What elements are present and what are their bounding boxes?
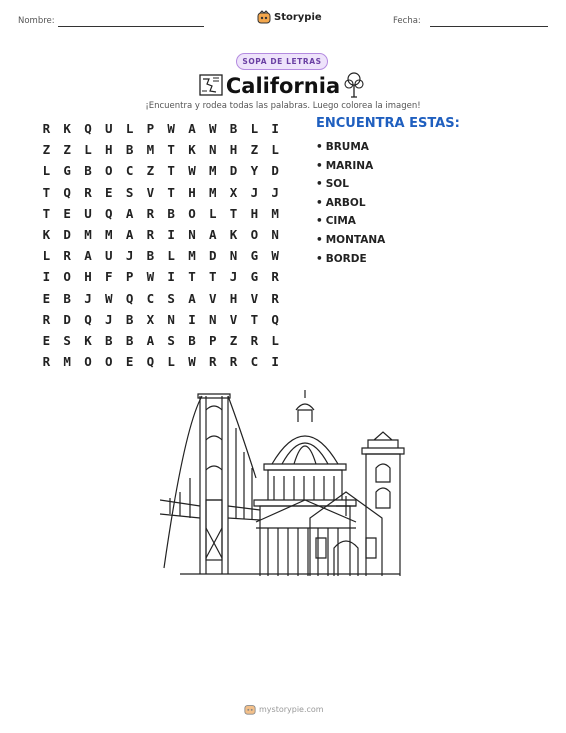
grid-letter[interactable]: H [229,290,238,306]
grid-letter[interactable]: O [63,269,71,285]
grid-letter[interactable]: M [63,354,71,370]
grid-letter[interactable]: L [42,248,51,264]
grid-row [36,351,286,372]
grid-letter[interactable]: O [250,227,259,243]
grid-letter[interactable]: T [209,269,217,285]
grid-letter[interactable]: R [271,290,279,306]
grid-row [36,139,286,160]
grid-letter[interactable]: N [209,142,217,158]
grid-letter[interactable]: M [271,205,279,221]
grid-letter[interactable]: W [146,269,155,285]
grid-letter[interactable]: J [105,311,113,327]
grid-letter[interactable]: L [250,121,259,137]
grid-letter[interactable]: Q [63,184,71,200]
grid-letter[interactable]: E [42,332,51,348]
grid-letter[interactable]: B [229,121,238,137]
bullet: • [316,252,323,265]
grid-letter[interactable]: B [125,142,134,158]
word-list-item [316,231,385,250]
grid-letter[interactable]: J [84,290,92,306]
word-search-grid[interactable] [36,118,286,372]
grid-letter[interactable]: B [125,311,134,327]
grid-letter[interactable]: R [271,269,279,285]
grid-letter[interactable]: B [105,332,113,348]
word-list-item [316,138,385,157]
grid-letter[interactable]: J [250,184,259,200]
word-list-item [316,212,385,231]
grid-letter[interactable]: P [125,269,134,285]
grid-letter[interactable]: A [125,227,134,243]
grid-letter[interactable]: H [229,142,238,158]
grid-letter[interactable]: Q [105,205,113,221]
grid-letter[interactable]: T [229,205,238,221]
grid-letter[interactable]: Z [42,142,51,158]
grid-letter[interactable]: I [271,354,279,370]
word-list-item [316,194,385,213]
brand-name: Storypie [274,11,322,23]
grid-letter[interactable]: T [188,269,196,285]
grid-letter[interactable]: M [209,163,217,179]
grid-letter[interactable]: T [250,311,259,327]
grid-row [36,309,286,330]
grid-letter[interactable]: T [42,184,51,200]
grid-letter[interactable]: V [250,290,259,306]
grid-letter[interactable]: R [146,227,155,243]
storypie-logo-icon [257,10,271,24]
grid-letter[interactable]: Q [125,290,134,306]
word-text: SOL [325,178,349,191]
grid-letter[interactable]: B [84,163,92,179]
word-list-item [316,250,385,269]
grid-letter[interactable]: Q [146,354,155,370]
grid-letter[interactable]: I [167,269,175,285]
grid-letter[interactable]: D [63,227,71,243]
grid-letter[interactable]: D [209,248,217,264]
grid-letter[interactable]: A [125,205,134,221]
grid-letter[interactable]: S [167,332,175,348]
grid-letter[interactable]: E [42,290,51,306]
grid-letter[interactable]: B [188,332,196,348]
grid-letter[interactable]: Y [250,163,259,179]
grid-letter[interactable]: L [209,205,217,221]
grid-letter[interactable]: K [63,121,71,137]
word-list-title: ENCUENTRA ESTAS: [316,116,460,131]
grid-letter[interactable]: Z [250,142,259,158]
date-label: Fecha: [393,16,421,26]
grid-letter[interactable]: Q [271,311,279,327]
page-title: California [225,74,341,98]
bullet: • [316,233,323,246]
word-text: BRUMA [325,141,369,153]
grid-letter[interactable]: K [188,142,196,158]
grid-letter[interactable]: X [146,311,155,327]
grid-letter[interactable]: M [105,227,113,243]
grid-letter[interactable]: K [42,227,51,243]
grid-letter[interactable]: L [84,142,92,158]
grid-letter[interactable]: J [229,269,238,285]
grid-letter[interactable]: I [188,311,196,327]
grid-letter[interactable]: H [105,142,113,158]
grid-letter[interactable]: G [250,248,259,264]
grid-letter[interactable]: C [250,354,259,370]
grid-letter[interactable]: A [188,121,196,137]
tree-icon [344,71,364,99]
word-text: MONTANA [325,233,386,246]
grid-letter[interactable]: G [250,269,259,285]
bullet: • [316,215,323,228]
grid-letter[interactable]: R [209,354,217,370]
grid-letter[interactable]: R [84,184,92,200]
grid-row [36,266,286,287]
grid-letter[interactable]: H [188,184,196,200]
grid-letter[interactable]: U [105,121,113,137]
grid-letter[interactable]: R [42,121,51,137]
grid-letter[interactable]: P [146,121,155,137]
grid-letter[interactable]: I [167,227,175,243]
grid-row [36,160,286,181]
grid-letter[interactable]: N [271,227,279,243]
grid-letter[interactable]: H [250,205,259,221]
grid-row [36,330,286,351]
grid-letter[interactable]: T [167,163,175,179]
grid-letter[interactable]: Q [84,121,92,137]
grid-letter[interactable]: W [271,248,279,264]
grid-letter[interactable]: B [125,332,134,348]
grid-letter[interactable]: Z [146,163,155,179]
grid-letter[interactable]: E [105,184,113,200]
grid-letter[interactable]: G [63,163,71,179]
grid-row [36,224,286,245]
grid-letter[interactable]: B [63,290,71,306]
bullet: • [316,141,323,153]
grid-row [36,118,286,139]
word-list [316,138,385,268]
grid-letter[interactable]: L [167,354,175,370]
word-list-item [316,175,385,194]
grid-letter[interactable]: F [105,269,113,285]
word-list-item [316,157,385,176]
grid-row [36,288,286,309]
grid-letter[interactable]: Z [63,142,71,158]
grid-letter[interactable]: L [167,248,175,264]
grid-letter[interactable]: A [188,290,196,306]
grid-letter[interactable]: M [84,227,92,243]
grid-letter[interactable]: L [125,121,134,137]
date-field[interactable] [430,26,548,27]
grid-letter[interactable]: K [229,227,238,243]
grid-letter[interactable]: V [229,311,238,327]
grid-letter[interactable]: M [146,142,155,158]
grid-letter[interactable]: N [167,311,175,327]
grid-letter[interactable]: J [125,248,134,264]
grid-letter[interactable]: A [209,227,217,243]
grid-letter[interactable]: S [63,332,71,348]
word-text: CIMA [325,215,356,228]
brand-logo [257,10,322,24]
grid-letter[interactable]: O [188,205,196,221]
grid-letter[interactable]: L [271,332,279,348]
grid-letter[interactable]: U [105,248,113,264]
word-text: BORDE [325,252,367,265]
grid-letter[interactable]: W [188,163,196,179]
grid-letter[interactable]: X [229,184,238,200]
bullet: • [316,196,323,209]
storypie-footer-icon [244,703,256,715]
bullet: • [316,178,323,191]
grid-letter[interactable]: C [146,290,155,306]
grid-letter[interactable]: C [125,163,134,179]
grid-letter[interactable]: T [42,205,51,221]
bullet: • [316,159,323,172]
grid-letter[interactable]: I [271,121,279,137]
grid-letter[interactable]: M [188,248,196,264]
grid-letter[interactable]: B [146,248,155,264]
grid-letter[interactable]: R [42,311,51,327]
name-label: Nombre: [18,16,55,26]
grid-row [36,203,286,224]
grid-letter[interactable]: V [209,290,217,306]
california-landmarks-illustration [160,388,406,578]
grid-letter[interactable]: E [125,354,134,370]
instructions: ¡Encuentra y rodea todas las palabras. Luego colorea la imagen! [145,101,421,111]
grid-letter[interactable]: D [229,163,238,179]
grid-letter[interactable]: D [63,311,71,327]
grid-letter[interactable]: L [42,163,51,179]
grid-letter[interactable]: A [84,248,92,264]
grid-letter[interactable]: W [209,121,217,137]
grid-letter[interactable]: B [167,205,175,221]
word-text: ARBOL [325,196,366,209]
word-text: MARINA [325,159,374,172]
footer-url[interactable]: mystorypie.com [259,704,324,714]
grid-letter[interactable]: J [271,184,279,200]
grid-letter[interactable]: W [188,354,196,370]
grid-row [36,182,286,203]
grid-letter[interactable]: S [125,184,134,200]
grid-letter[interactable]: O [105,163,113,179]
grid-letter[interactable]: R [229,354,238,370]
grid-letter[interactable]: K [84,332,92,348]
grid-letter[interactable]: N [209,311,217,327]
grid-letter[interactable]: U [84,205,92,221]
grid-letter[interactable]: I [42,269,51,285]
grid-letter[interactable]: S [167,290,175,306]
grid-row [36,245,286,266]
grid-letter[interactable]: N [229,248,238,264]
grid-letter[interactable]: T [167,184,175,200]
grid-letter[interactable]: E [63,205,71,221]
grid-letter[interactable]: R [42,354,51,370]
grid-letter[interactable]: N [188,227,196,243]
grid-letter[interactable]: Q [84,311,92,327]
grid-letter[interactable]: V [146,184,155,200]
grid-letter[interactable]: R [63,248,71,264]
name-field[interactable] [58,26,204,27]
grid-letter[interactable]: H [84,269,92,285]
grid-letter[interactable]: O [84,354,92,370]
grid-letter[interactable]: R [250,332,259,348]
grid-letter[interactable]: A [146,332,155,348]
footer-brand [244,703,324,715]
grid-letter[interactable]: Z [229,332,238,348]
grid-letter[interactable]: O [105,354,113,370]
grid-letter[interactable]: W [167,121,175,137]
badge-sopa-de-letras: SOPA DE LETRAS [236,53,328,70]
grid-letter[interactable]: M [209,184,217,200]
grid-letter[interactable]: T [167,142,175,158]
grid-letter[interactable]: L [271,142,279,158]
grid-letter[interactable]: R [146,205,155,221]
grid-letter[interactable]: D [271,163,279,179]
grid-letter[interactable]: W [105,290,113,306]
grid-letter[interactable]: P [209,332,217,348]
